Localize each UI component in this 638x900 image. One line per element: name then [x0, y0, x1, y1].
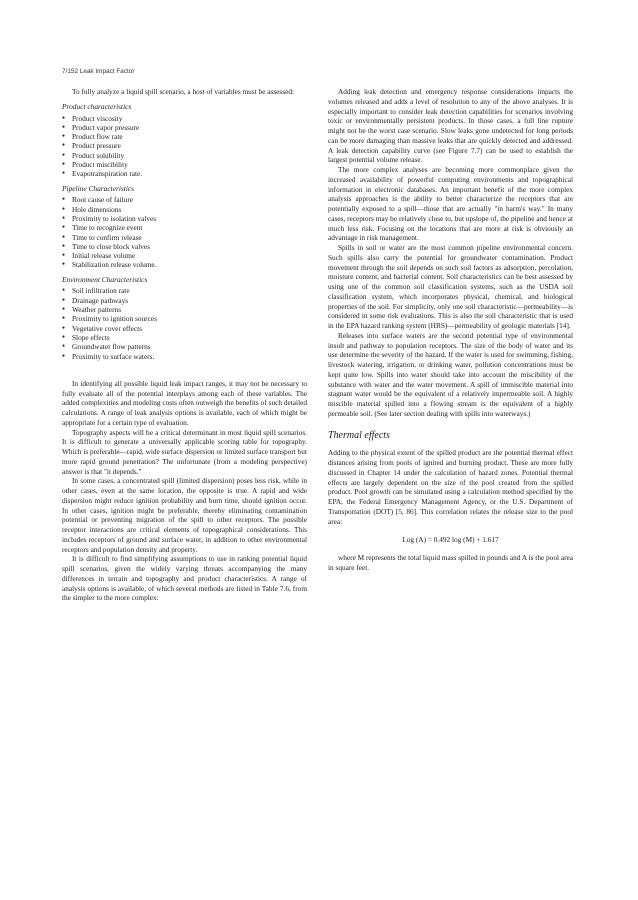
list-item: ● Drainage pathways — [62, 296, 307, 305]
environment-characteristics-list — [62, 286, 307, 360]
list-item: ● Proximity to ignition sources — [62, 314, 307, 323]
list-item: ● Root cause of failure — [62, 195, 307, 204]
intro-paragraph: To fully analyze a liquid spill scenario, a host of variables must be assessed: — [72, 87, 294, 96]
list-item: ● Slope effects — [62, 333, 307, 342]
list-item: ● Product miscibility — [62, 160, 307, 169]
list-item: ● Time to recognize event — [62, 223, 307, 232]
body-paragraph: Adding leak detection and emergency response considerations impacts the volumes released and adds a level of resolution to any of the above analyses. It is especially important to consider leak detection capabilities for scenarios involving toxic or environmentally persistent products. In those cases, a full line rupture might not be the worst case scenario. Slow leaks gone undetected for long periods can be more damaging than massive leaks that are quickly detected and addressed. A leak detection capability curve (see Figure 7.7) can be used to establish the largest potential volume release. — [328, 87, 573, 165]
list-item: ● Vegetative cover effects — [62, 324, 307, 333]
list-item: ● Proximity to surface waters. — [62, 352, 307, 361]
left-column — [62, 87, 307, 603]
pool-area-equation: Log (A) = 0.492 log (M) + 1.617 — [402, 535, 499, 545]
thermal-effects-heading: Thermal effects — [328, 429, 390, 441]
list-item: ● Groundwater flow patterns — [62, 342, 307, 351]
list-item: ● Proximity to isolation valves — [62, 214, 307, 223]
environment-characteristics-heading: Environment Characteristics — [62, 274, 148, 284]
list-item: ● Product viscosity — [62, 114, 307, 123]
pipeline-characteristics-list — [62, 195, 307, 269]
list-item: ● Evapotranspiration rate. — [62, 169, 307, 178]
list-item: ● Hole dimensions — [62, 205, 307, 214]
body-paragraph: In identifying all possible liquid leak impact ranges, it may not be necessary to fully evaluate all of the potential interplays among each of these variables. The added complexities and modeling costs often outweigh the benefits of such detailed calculations. A range of leak analysis options is available, each of which might be appropriate for a certain type of evaluation. — [62, 378, 307, 427]
list-item: ● Stabilization release volume. — [62, 260, 307, 269]
list-item: ● Product solubility — [62, 151, 307, 160]
body-paragraph: Releases into surface waters are the second potential type of environmental insult and pathway to population receptors. The size of the body of water and its use determine the severity of the hazard. If the water is used for swimming, fishing, livestock watering, irrigation, or drinking water, pollution concentrations must be kept quite low. Spills into water should take into account the miscibility of the substance with water and the water movement. A spill of immiscible material into stagnant water would be the equivalent of a relatively impermeable soil. A highly miscible material spilled into a flowing stream is the equivalent of a highly permeable soil. (See later section dealing with spills into waterways.) — [328, 330, 573, 418]
list-item: ● Soil infiltration rate — [62, 286, 307, 295]
list-item: ● Time to confirm release — [62, 233, 307, 242]
pipeline-characteristics-heading: Pipeline Characteristics — [62, 183, 135, 193]
list-item: ● Weather patterns — [62, 305, 307, 314]
body-paragraph: Spills in soil or water are the most common pipeline environmental concern. Such spills also carry the potential for groundwater contamination. Product movement through the soil depends on such soil factors as adsorption, percolation, moisture content, and bacterial content. Soil characteristics can be best assessed by using one of the common soil classification systems, such as the USDA soil classification system, which incorporates physical, chemical, and biological properties of the soil. For simplicity, only one soil characteristic—permeability—is considered in some risk evaluations. This is also the soil characteristic that is used in the EPA hazard ranking system (HRS)—permeability of geologic materials [14]. — [328, 243, 573, 330]
list-item: ● Initial release volume — [62, 251, 307, 260]
product-characteristics-heading: Product characteristics — [62, 101, 132, 111]
product-characteristics-list — [62, 114, 307, 179]
list-item: ● Product vapor pressure — [62, 123, 307, 132]
body-paragraph: Adding to the physical extent of the spilled product are the potential thermal effect distances arising from pools of ignited and burning product. These are more fully discussed in Chapter 14 under the calculation of hazard zones. Potential thermal effects are largely dependent on the size of the pool created from the spilled product. Pool growth can be simulated using a calculation method specified by the EPA, the Federal Emergency Management Agency, or the U.S. Department of Transportation (DOT) [5, 86]. This correlation relates the release size to the pool area: — [328, 448, 573, 526]
list-item: ● Product pressure — [62, 141, 307, 150]
running-header: 7/152 Leak Impact Factor — [62, 68, 135, 75]
body-paragraph: Topography aspects will be a critical determinant in most liquid spill scenarios. It is difficult to generate a universally applicable scoring table for topography. Which is preferable—rapid, wide surface dispersion or limited surface transport but more rapid ground penetration? The unfortunate (from a modeling perspective) answer is that "it depends." — [62, 427, 307, 476]
list-item: ● Product flow rate — [62, 132, 307, 141]
list-item: ● Time to close block valves — [62, 242, 307, 251]
body-paragraph: where M represents the total liquid mass spilled in pounds and A is the pool area in square feet. — [328, 553, 573, 572]
right-column — [328, 87, 573, 573]
body-paragraph: It is difficult to find simplifying assumptions to use in ranking potential liquid spill scenarios, given the widely varying threats accompanying the many differences in terrain and topography and product characteristics. A range of analysis options is available, of which several methods are listed in Table 7.6, from the simpler to the more complex: — [62, 554, 307, 603]
body-paragraph: In some cases, a concentrated spill (limited dispersion) poses less risk, while in other cases, even at the same location, the opposite is true. A rapid and wide dispersion might reduce ignition probability and burn time, should ignition occur. In other cases, ignition might be preferable, thereby eliminating contamination potential or preventing migration of the spill to other receptors. The possible receptor interactions are critical elements of topographical considerations. This includes receptors of ground and surface water, in addition to other environmental receptors and population density and property. — [62, 476, 307, 554]
body-paragraph: The more complex analyses are becoming more commonplace given the increased availability of powerful computing environments and topographical information in electronic databases. An important benefit of the more complex analysis approaches is the ability to better characterize the receptors that are potentially exposed to a spill—those that are actually "in harm's way." In many cases, receptors may be relatively close to, but upslope of, the pipeline and hence at much less risk. Focusing on the locations that are more at risk is obviously an advantage in risk management. — [328, 165, 573, 243]
